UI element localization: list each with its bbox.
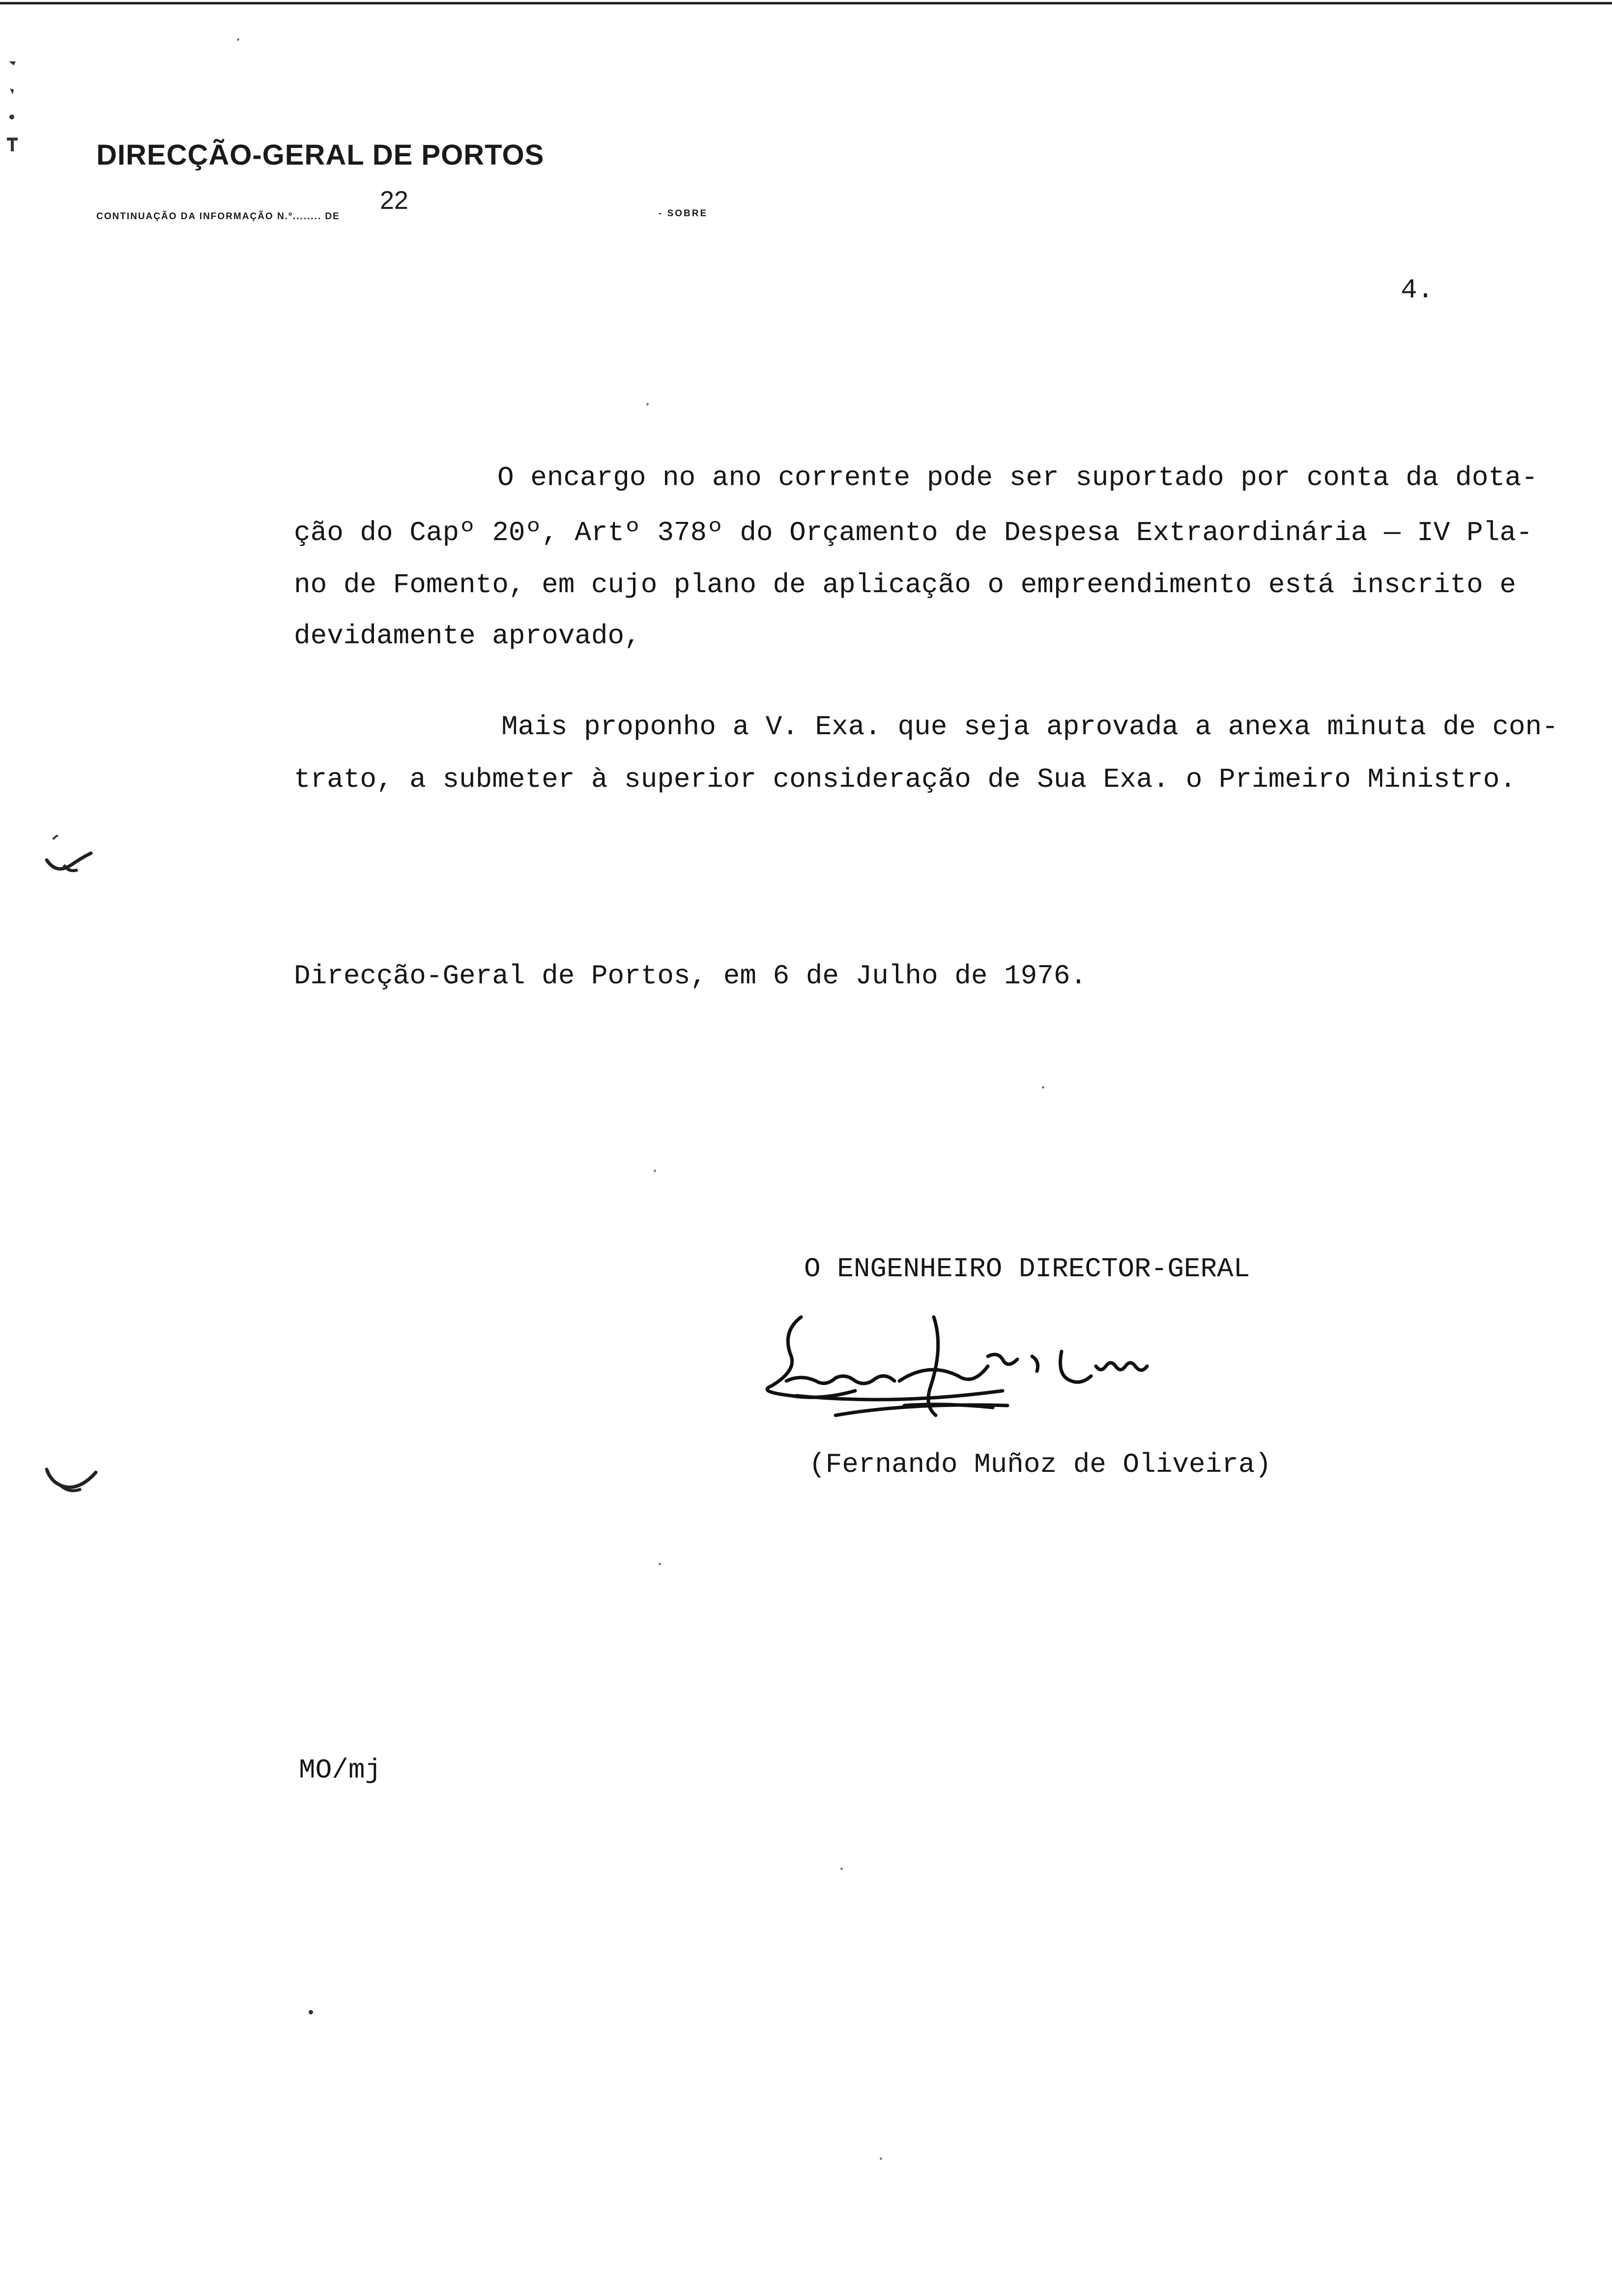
header-subtitle: CONTINUAÇÃO DA INFORMAÇÃO N.º........ DE: [96, 211, 340, 222]
info-number: 22: [380, 186, 408, 215]
place-date: Direcção-Geral de Portos, em 6 de Julho de 1976.: [294, 960, 1087, 992]
handwritten-signature: [757, 1297, 1312, 1435]
margin-marks-icon: [4, 59, 24, 162]
about-label: - SOBRE: [659, 208, 708, 219]
paragraph1-line: O encargo no ano corrente pode ser suportado por conta da dota-: [497, 462, 1538, 493]
paragraph1-line: devidamente aprovado,: [294, 620, 641, 652]
initials: MO/mj: [299, 1754, 382, 1786]
paragraph1-line: ção do Capº 20º, Artº 378º do Orçamento de Despesa Extraordinária — IV Pla-: [294, 517, 1533, 548]
signatory-name: (Fernando Muñoz de Oliveira): [809, 1449, 1271, 1480]
paragraph2-line: trato, a submeter à superior consideração de Sua Exa. o Primeiro Ministro.: [294, 764, 1516, 795]
top-border-line: [0, 2, 1612, 4]
signatory-title: O ENGENHEIRO DIRECTOR-GERAL: [804, 1253, 1250, 1285]
header-title: DIRECÇÃO-GERAL DE PORTOS: [96, 139, 545, 171]
paragraph1-line: no de Fomento, em cujo plano de aplicação o empreendimento está inscrito e: [294, 569, 1516, 601]
page-number: 4.: [1401, 274, 1434, 306]
margin-tick-icon: [44, 1464, 103, 1504]
paragraph2-line: Mais proponho a V. Exa. que seja aprovada a anexa minuta de con-: [501, 711, 1558, 743]
margin-tick-icon: [44, 831, 98, 885]
